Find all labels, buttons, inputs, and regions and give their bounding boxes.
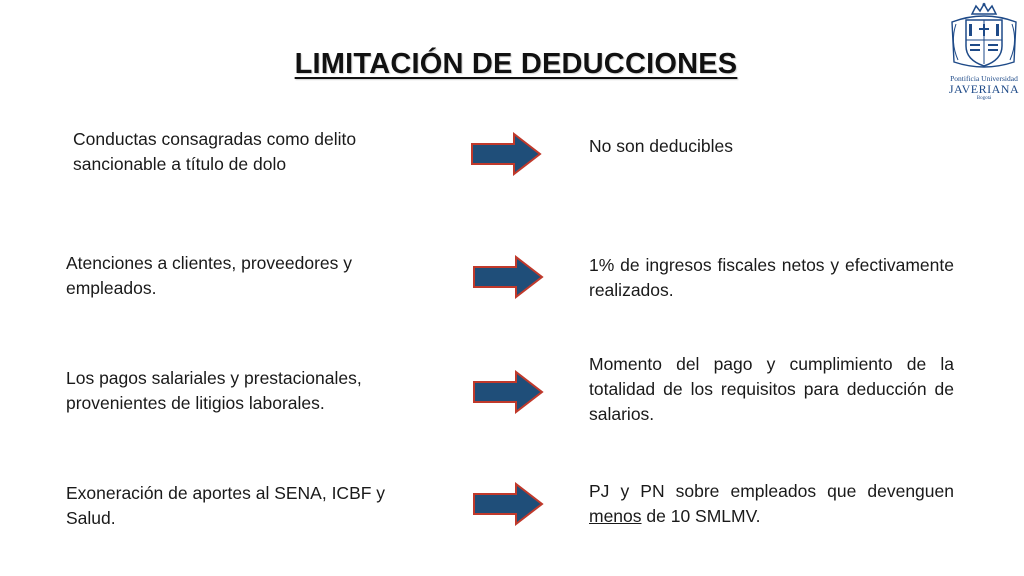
logo-text-javeriana: JAVERIANA <box>948 82 1020 96</box>
row-4-right-text-part2: de 10 SMLMV. <box>641 506 761 526</box>
row-3-right-text: Momento del pago y cumplimiento de la totalidad de los requisitos para deducción de salarios. <box>589 354 954 424</box>
right-arrow-icon <box>470 132 542 176</box>
slide-title: LIMITACIÓN DE DEDUCCIONES <box>294 48 738 80</box>
row-2-right-text: 1% de ingresos fiscales netos y efectivamente realizados. <box>589 255 954 300</box>
row-4-right-text-underlined: menos <box>589 506 642 526</box>
logo-text-pontificia: Pontificia Universidad <box>950 74 1018 83</box>
row-4-right-text-part1: PJ y PN sobre empleados que devenguen <box>589 481 954 501</box>
row-4-right-text <box>589 479 954 529</box>
row-3-left-text: Los pagos salariales y prestacionales, provenientes de litigios laborales. <box>66 368 362 413</box>
right-arrow-icon <box>472 255 544 299</box>
row-4-left-text: Exoneración de aportes al SENA, ICBF y Salud. <box>66 483 386 528</box>
row-2-left-text: Atenciones a clientes, proveedores y empleados. <box>66 253 352 298</box>
row-1-right-text: No son deducibles <box>589 136 733 156</box>
right-arrow-icon <box>472 482 544 526</box>
university-crest-icon <box>944 2 1024 74</box>
row-1-left-text: Conductas consagradas como delito sancionable a título de dolo <box>73 129 357 174</box>
logo-text-city: Bogotá <box>976 96 992 101</box>
right-arrow-icon <box>472 370 544 414</box>
university-logo <box>944 2 1024 102</box>
